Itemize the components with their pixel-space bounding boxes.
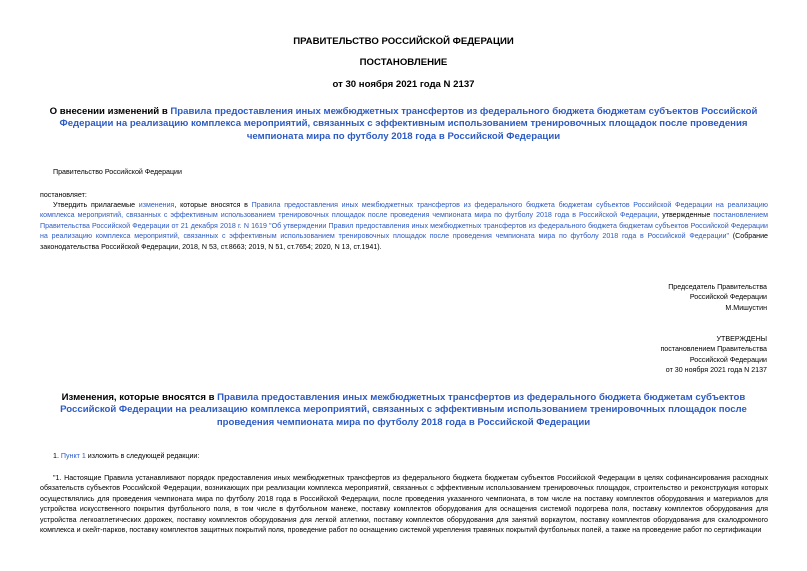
changes-title-prefix: Изменения, которые вносятся в — [61, 392, 218, 403]
changes-title-rules-link[interactable]: Правила предоставления иных межбюджетных трансфертов из федерального бюджета бюджетам субъектов Российской Федерации на реализацию комплекса мероприятий, связанных с эффективным использованием тренировочных площадок после проведения чемпионата мира по футболу 2018 года в Российской Федерации — [60, 392, 747, 428]
item-1-text: "1. Настоящие Правила устанавливают порядок предоставления иных межбюджетных трансфертов из федерального бюджета бюджетам субъектов Российской Федерации в целях софинансирования расходных обязательств субъектов Российской Федерации, возникающих при реализации комплекса мероприятий, связанных с эффективным использованием тренировочных площадок, строительство и реконструкция которых осуществлялись для проведения чемпионата мира по футболу 2018 года в Российской Федерации, после проведения указанного чемпионата, в том числе на поставку комплектов оборудования и материалов для устройства искусственного покрытия футбольного поля, в том числе в футбольном манеже, поставку комплектов оборудования для оснащения системой подогрева поля, поставку комплектов оборудования для устройства легкоатлетических дорожек, поставку комплектов оборудования для легкой атлетики, поставку комплектов оборудования для занятий воркаутом, поставку комплектов оборудования для скалодромного комплекса и скейт-парков, поставку комплектов защитных покрытий поля, проведение работ по оснащению системой укрепления травяных покрытий футбольных полей, а также на проведение работ по сертификации — [40, 474, 768, 535]
approved-date: от 30 ноября 2021 года N 2137 — [665, 366, 767, 375]
document-type-heading: ПОСТАНОВЛЕНИЕ — [359, 57, 448, 68]
government-label: Правительство Российской Федерации — [53, 168, 182, 176]
item-1-prefix: 1. — [53, 452, 61, 460]
approved-label: УТВЕРЖДЕНЫ — [716, 335, 767, 343]
para-text-a: Утвердить прилагаемые — [53, 201, 139, 209]
para-text-c: , утвержденные — [657, 211, 714, 220]
document-date-number: от 30 ноября 2021 года N 2137 — [332, 79, 475, 90]
resolution-paragraph — [40, 200, 768, 252]
document-title — [40, 106, 767, 143]
resolution-1619-link[interactable]: постановлением Правительства Российской Федерации от 21 декабря 2018 г. N 1619 "Об утверждении Правил предоставления иных межбюджетных трансфертов из федерального бюджета бюджетам субъектов Российской Федерации на реализацию комплекса мероприятий, связанных с эффективным использованием тренировочных площадок после проведения чемпионата мира по футболу 2018 года в Российской Федерации" — [40, 211, 768, 241]
para-text-d: (Собрание законодательства Российской Федерации, 2018, N 53, ст.8663; 2019, N 51, ст.7654; 2020, N 13, ст.1941). — [40, 232, 768, 251]
changes-title — [40, 392, 767, 429]
para-text-b: , которые вносятся в — [174, 201, 252, 209]
item-1-rest: изложить в следующей редакции: — [85, 452, 200, 460]
title-prefix: О внесении изменений в — [49, 106, 171, 117]
title-rules-link[interactable]: Правила предоставления иных межбюджетных трансфертов из федерального бюджета бюджетам субъектов Российской Федерации на реализацию комплекса мероприятий, связанных с эффективным использованием тренировочных площадок после проведения чемпионата мира по футболу 2018 года в Российской Федерации — [59, 106, 758, 142]
decides-label: постановляет: — [40, 191, 87, 199]
signature-org: Российской Федерации — [689, 293, 767, 302]
changes-link[interactable]: изменения — [138, 201, 175, 209]
item-1-link[interactable]: Пункт 1 — [60, 452, 86, 460]
signature-name: М.Мишустин — [725, 303, 767, 312]
item-1 — [53, 451, 199, 461]
signature-block — [668, 282, 767, 313]
government-heading: ПРАВИТЕЛЬСТВО РОССИЙСКОЙ ФЕДЕРАЦИИ — [293, 36, 514, 47]
approved-block — [660, 334, 767, 376]
signature-position: Председатель Правительства — [668, 283, 767, 291]
approved-org: Российской Федерации — [689, 355, 767, 364]
approved-by: постановлением Правительства — [660, 345, 767, 354]
rules-link[interactable]: Правила предоставления иных межбюджетных трансфертов из федерального бюджета бюджетам субъектов Российской Федерации на реализацию комплекса мероприятий, связанных с эффективным использованием тренировочных площадок после проведения чемпионата мира по футболу 2018 года в Российской Федерации — [40, 201, 768, 220]
